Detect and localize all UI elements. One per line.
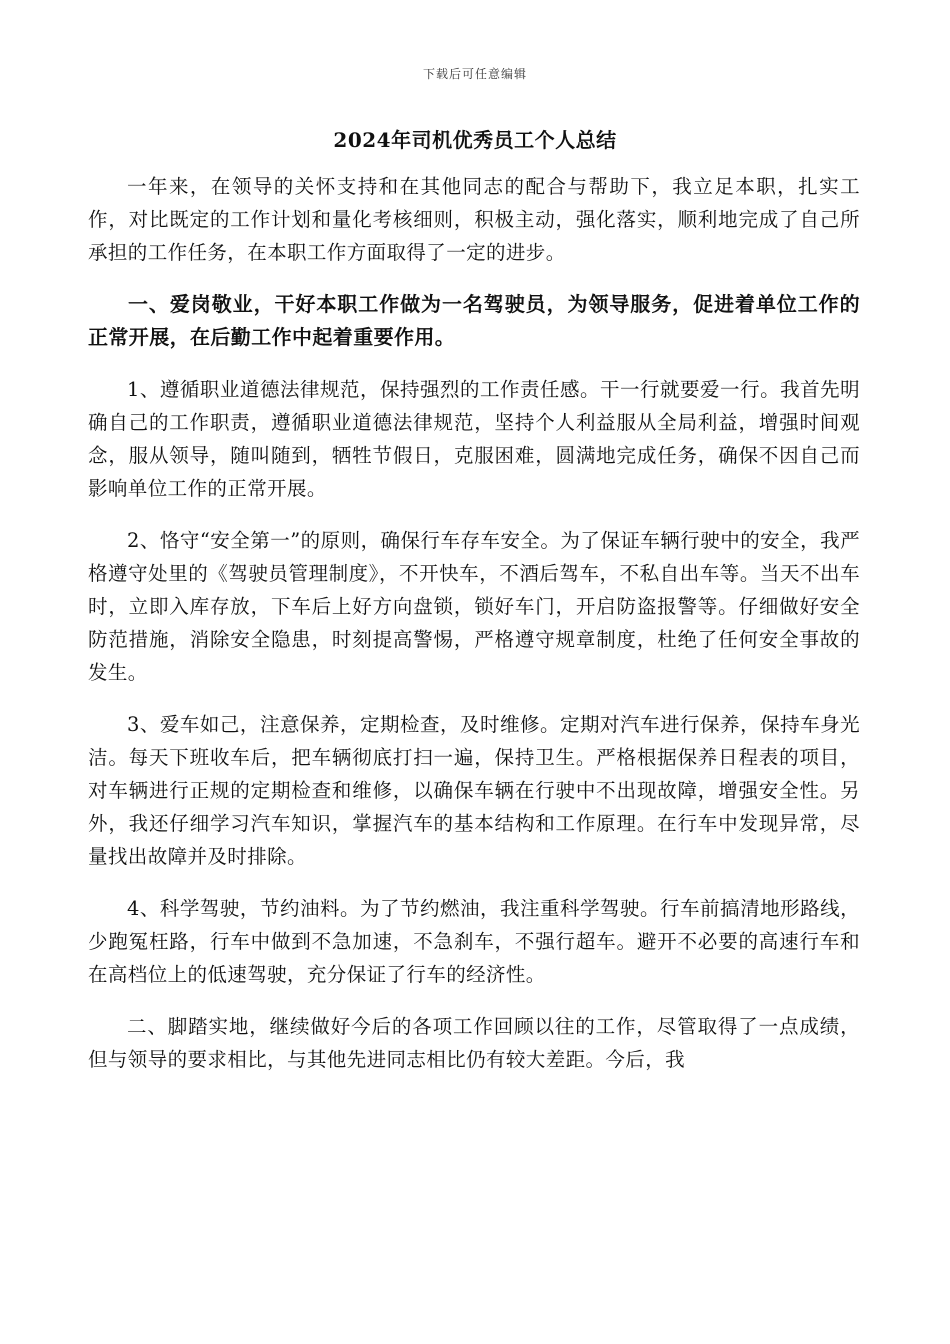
paragraph-item-4: 4、科学驾驶，节约油料。为了节约燃油，我注重科学驾驶。行车前搞清地形路线，少跑冤枉路，行车中做到不急加速，不急刹车，不强行超车。避开不必要的高速行车和在高档位上的低速驾驶，充分保证了行车的经济性。 (88, 897, 860, 986)
section-heading-2: 二、脚踏实地，继续做好今后的各项工作回顾以往的工作，尽管取得了一点成绩，但与领导的要求相比，与其他先进同志相比仍有较大差距。今后，我 (88, 1015, 860, 1071)
header-note: 下载后可任意编辑 (422, 67, 527, 81)
document-body (88, 170, 860, 1095)
paragraph-intro: 一年来，在领导的关怀支持和在其他同志的配合与帮助下，我立足本职，扎实工作，对比既定的工作计划和量化考核细则，积极主动，强化落实，顺利地完成了自己所承担的工作任务，在本职工作方面取得了一定的进步。 (88, 175, 860, 264)
paragraph-item-3: 3、爱车如己，注意保养，定期检查，及时维修。定期对汽车进行保养，保持车身光洁。每天下班收车后，把车辆彻底打扫一遍，保持卫生。严格根据保养日程表的项目，对车辆进行正规的定期检查和维修，以确保车辆在行驶中不出现故障，增强安全性。另外，我还仔细学习汽车知识，掌握汽车的基本结构和工作原理。在行车中发现异常，尽量找出故障并及时排除。 (88, 713, 860, 868)
paragraph-item-2: 2、恪守“安全第一”的原则，确保行车存车安全。为了保证车辆行驶中的安全，我严格遵守处里的《驾驶员管理制度》，不开快车，不酒后驾车，不私自出车等。当天不出车时，立即入库存放，下车后上好方向盘锁，锁好车门，开启防盗报警等。仔细做好安全防范措施，消除安全隐患，时刻提高警惕，严格遵守规章制度，杜绝了任何安全事故的发生。 (88, 529, 860, 684)
section-heading-1: 一、爱岗敬业，干好本职工作做为一名驾驶员，为领导服务，促进着单位工作的正常开展，在后勤工作中起着重要作用。 (88, 292, 860, 349)
paragraph-item-1: 1、遵循职业道德法律规范，保持强烈的工作责任感。干一行就要爱一行。我首先明确自己的工作职责，遵循职业道德法律规范，坚持个人利益服从全局利益，增强时间观念，服从领导，随叫随到，牺牲节假日，克服困难，圆满地完成任务，确保不因自己而影响单位工作的正常开展。 (88, 378, 860, 500)
document-title: 2024年司机优秀员工个人总结 (333, 128, 617, 152)
